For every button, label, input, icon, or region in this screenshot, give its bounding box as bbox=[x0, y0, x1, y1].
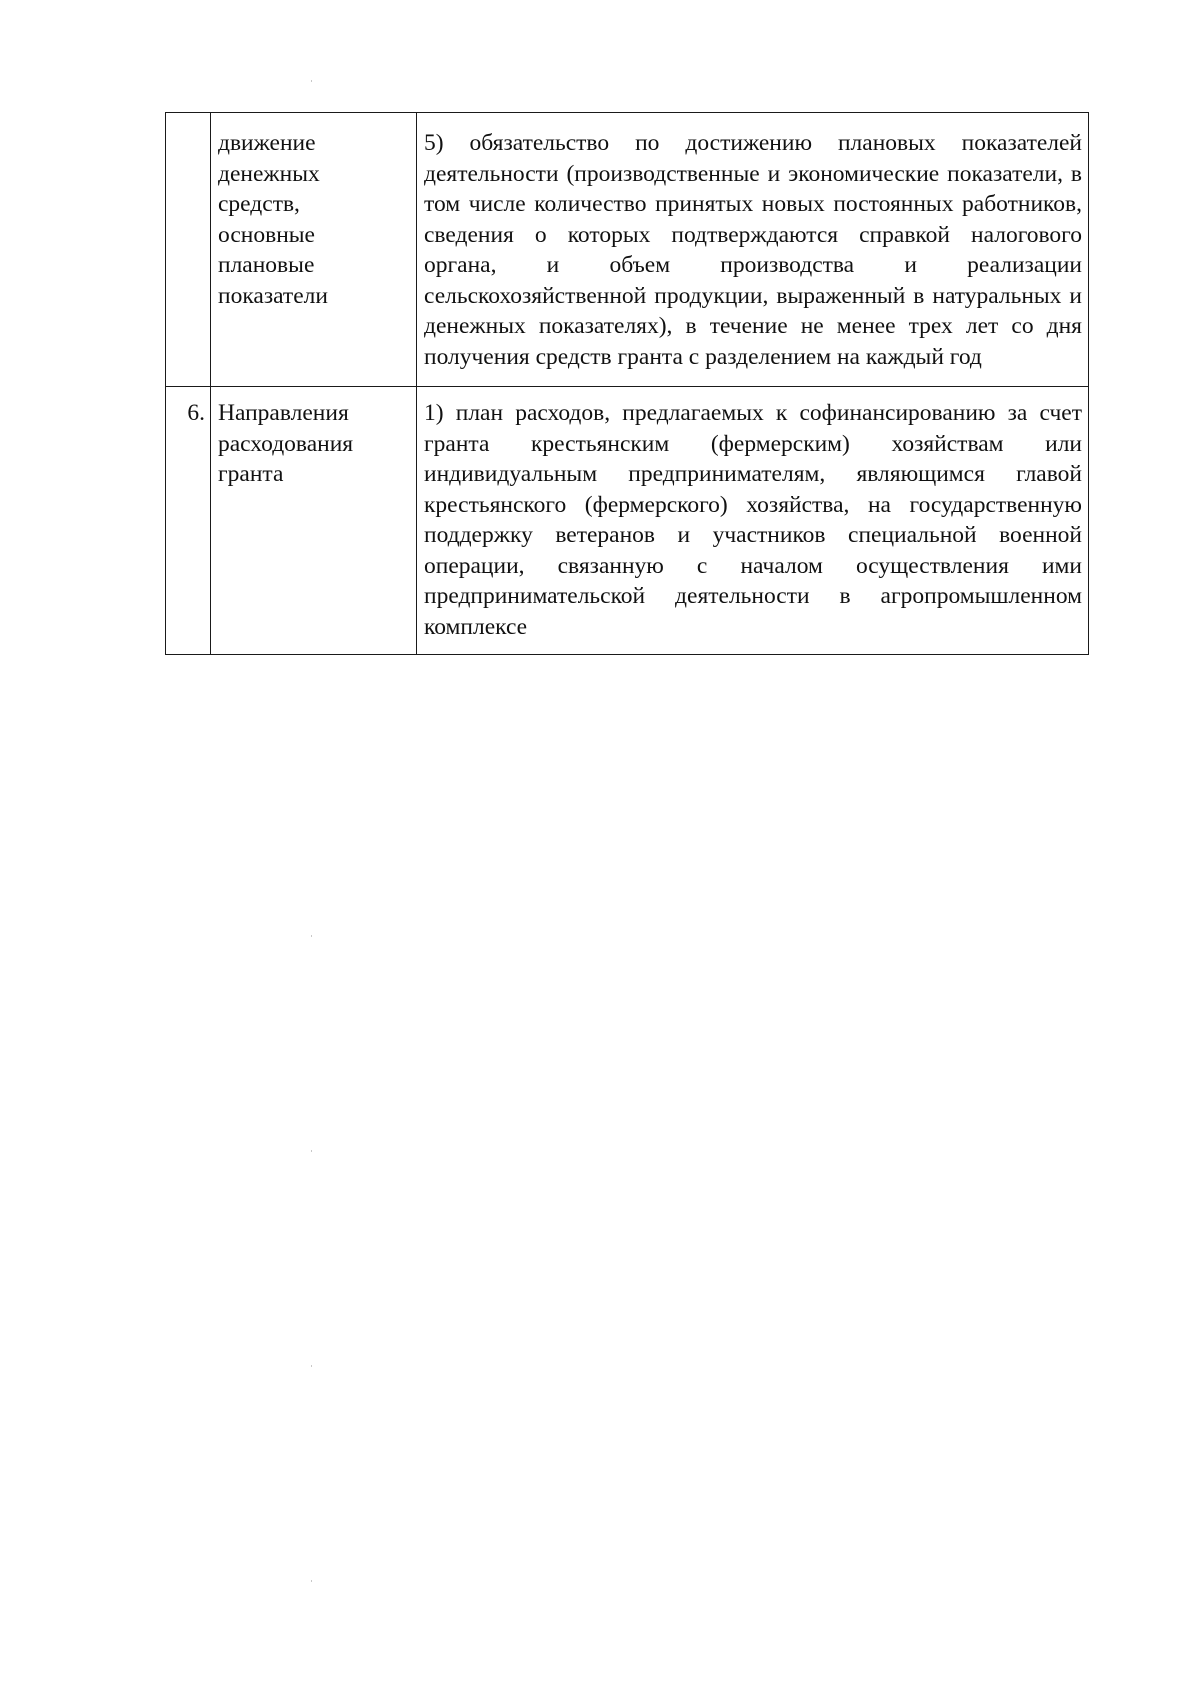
table-row bbox=[166, 387, 1089, 655]
row-description-cell: 5) обязательство по достижению плановых показателей деятельности (производственные и экономические показатели, в том числе количество принятых новых постоянных работников, сведения о которых подтверждаются справкой налогового органа, и объем производства и реализации сельскохозяйственной продукции, выраженный в натуральных и денежных показателях), в течение не менее трех лет со дня получения средств гранта с разделением на каждый год bbox=[417, 113, 1089, 387]
row-name-line: средств, bbox=[218, 191, 300, 217]
row-name-line: Направления bbox=[218, 400, 349, 426]
row-name-line: показатели bbox=[218, 282, 328, 309]
table-row bbox=[166, 113, 1089, 387]
scan-artifact bbox=[311, 1365, 312, 1367]
row-name-line: движение bbox=[218, 130, 316, 156]
row-name-line: плановые bbox=[218, 252, 315, 278]
row-name-line: расходования bbox=[218, 430, 354, 457]
row-name-cell bbox=[211, 113, 417, 387]
row-name-line: денежных bbox=[218, 160, 320, 187]
scan-artifact bbox=[311, 935, 312, 937]
scan-artifact bbox=[311, 80, 312, 82]
scan-artifact bbox=[311, 1580, 312, 1582]
row-number-cell bbox=[166, 113, 211, 387]
row-name-cell bbox=[211, 387, 417, 655]
row-name-line: гранта bbox=[218, 461, 284, 487]
row-description-cell: 1) план расходов, предлагаемых к софинансированию за счет гранта крестьянским (фермерским) хозяйствам или индивидуальным предпринимателям, являющимся главой крестьянского (фермерского) хозяйства, на государственную поддержку ветеранов и участников специальной военной операции, связанную с началом осуществления ими предпринимательской деятельности в агропромышленном комплексе bbox=[417, 387, 1089, 655]
grant-requirements-table bbox=[165, 112, 1089, 655]
row-name-line: основные bbox=[218, 221, 315, 248]
row-number-cell: 6. bbox=[166, 387, 211, 655]
scan-artifact bbox=[311, 1150, 312, 1152]
